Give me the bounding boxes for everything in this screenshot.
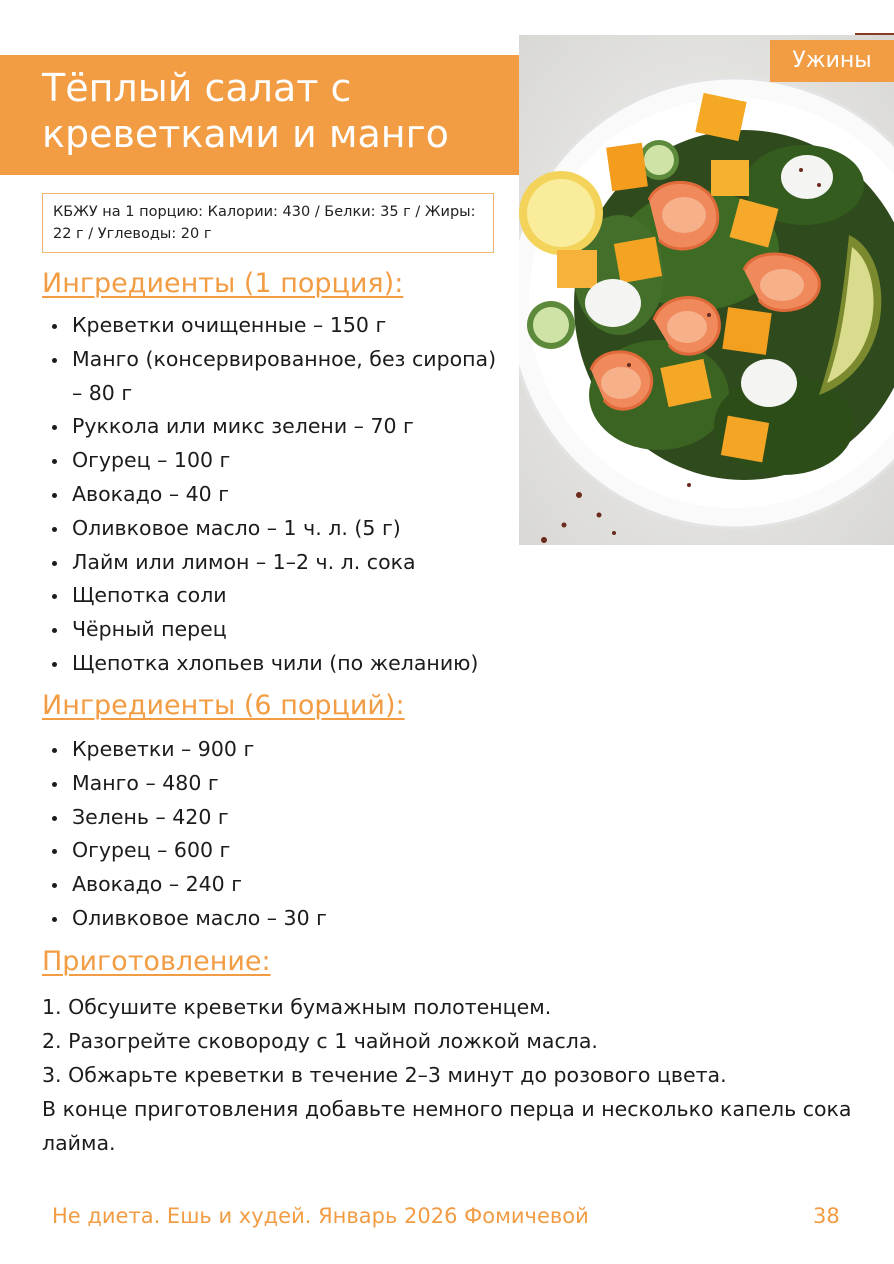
step-note: В конце приготовления добавьте немного перца и несколько капель сока лайма.	[42, 1097, 852, 1155]
step-item: 2. Разогрейте сковороду с 1 чайной ложкой масла.	[42, 1029, 598, 1053]
list-item: Авокадо – 240 г	[42, 868, 542, 902]
footer-text: Не диета. Ешь и худей. Январь 2026 Фомичевой	[52, 1204, 589, 1228]
list-item: Авокадо – 40 г	[42, 478, 512, 512]
list-item: Огурец – 600 г	[42, 834, 542, 868]
list-item: Щепотка хлопьев чили (по желанию)	[42, 647, 512, 681]
ingredients-six-heading: Ингредиенты (6 порций):	[42, 690, 405, 721]
list-item: Щепотка соли	[42, 579, 512, 613]
list-item: Лайм или лимон – 1–2 ч. л. сока	[42, 546, 512, 580]
list-item: Огурец – 100 г	[42, 444, 512, 478]
step-item: 3. Обжарьте креветки в течение 2–3 минут до розового цвета.	[42, 1063, 727, 1087]
page-title: Тёплый салат с креветками и манго	[42, 66, 449, 156]
ingredients-six-list	[42, 733, 542, 936]
category-badge: Ужины	[770, 40, 894, 82]
list-item: Манго – 480 г	[42, 767, 542, 801]
list-item: Оливковое масло – 30 г	[42, 902, 542, 936]
ingredients-one-list	[42, 309, 512, 681]
list-item: Манго (консервированное, без сиропа) – 80 г	[42, 343, 512, 411]
preparation-heading: Приготовление:	[42, 946, 271, 977]
list-item: Креветки – 900 г	[42, 733, 542, 767]
nutrition-box: КБЖУ на 1 порцию: Калории: 430 / Белки: 35 г / Жиры: 22 г / Углеводы: 20 г	[42, 193, 494, 253]
list-item: Чёрный перец	[42, 613, 512, 647]
list-item: Зелень – 420 г	[42, 801, 542, 835]
step-item: 1. Обсушите креветки бумажным полотенцем.	[42, 995, 552, 1019]
list-item: Оливковое масло – 1 ч. л. (5 г)	[42, 512, 512, 546]
list-item: Креветки очищенные – 150 г	[42, 309, 512, 343]
ingredients-one-heading: Ингредиенты (1 порция):	[42, 268, 404, 299]
salad-photo	[519, 35, 894, 545]
list-item: Руккола или микс зелени – 70 г	[42, 410, 512, 444]
preparation-steps	[42, 990, 852, 1160]
page-number: 38	[813, 1204, 840, 1228]
